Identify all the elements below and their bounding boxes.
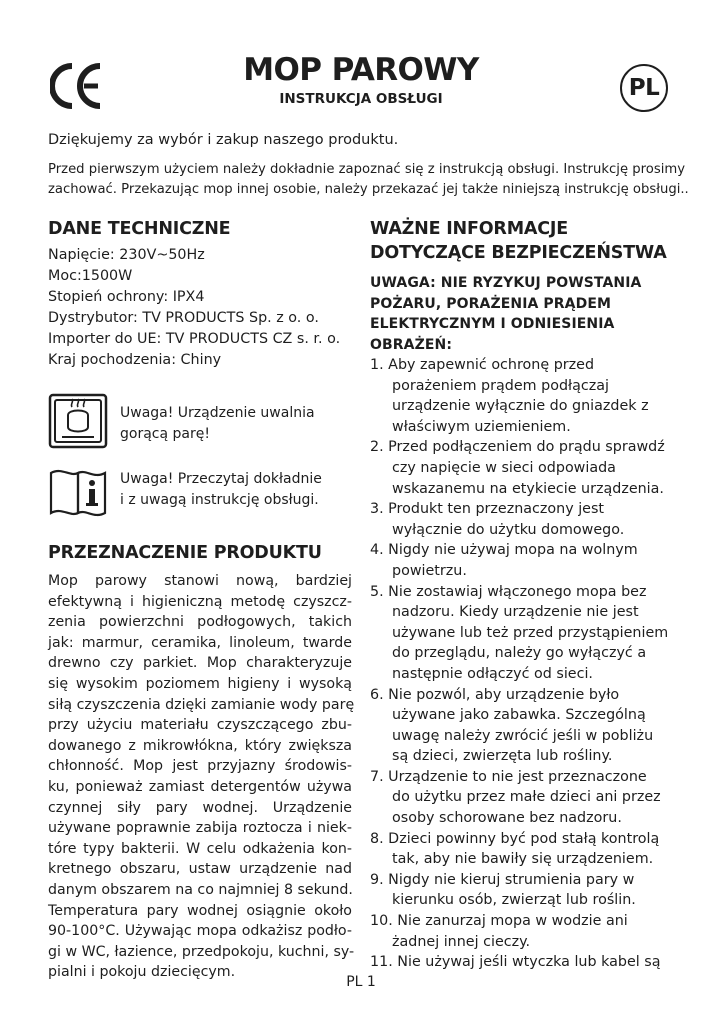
safety-rule bbox=[370, 437, 680, 499]
rule-line: 6. Nie pozwól, aby urządzenie było bbox=[370, 686, 620, 703]
warning-line: i z uwagą instrukcję obsługi. bbox=[120, 492, 319, 508]
rule-line: nadzoru. Kiedy urządzenie nie jest bbox=[392, 604, 639, 621]
language-badge: PL bbox=[620, 64, 668, 112]
caution-line: UWAGA: NIE RYZYKUJ POWSTANIA bbox=[370, 275, 642, 291]
rule-line: 5. Nie zostawiaj włączonego mopa bez bbox=[370, 583, 647, 600]
safety-rule bbox=[370, 685, 680, 767]
rule-line: 9. Nigdy nie kieruj strumienia pary w bbox=[370, 871, 635, 888]
spec-item: Kraj pochodzenia: Chiny bbox=[48, 352, 222, 368]
rule-line: do użytku przez małe dzieci ani przez bbox=[392, 789, 661, 806]
warning-text bbox=[120, 403, 315, 445]
tech-heading: DANE TECHNICZNE bbox=[48, 219, 231, 239]
rule-line: żadnej innej cieczy. bbox=[392, 933, 531, 950]
tech-spec-list bbox=[48, 245, 352, 371]
thanks-text: Dziękujemy za wybór i zakup naszego produktu. bbox=[48, 132, 399, 148]
intro-paragraph bbox=[48, 160, 688, 200]
purpose-line: kretnego obszaru, ustaw urządzenie nad bbox=[48, 861, 352, 878]
rule-line: powietrzu. bbox=[392, 562, 467, 579]
warning-text bbox=[120, 469, 322, 511]
warning-line: gorącą parę! bbox=[120, 426, 210, 442]
purpose-line: siłą czyszczenia dzięki zamianie wody parę bbox=[48, 696, 355, 713]
safety-heading bbox=[370, 217, 680, 265]
rule-line: 11. Nie używaj jeśli wtyczka lub kabel są bbox=[370, 954, 661, 971]
safety-rule bbox=[370, 355, 680, 437]
read-manual-icon bbox=[48, 463, 108, 519]
safety-rule bbox=[370, 870, 680, 911]
purpose-line: dowanego z mikrowłókna, który zwiększa bbox=[48, 737, 352, 754]
purpose-line: pialni i pokoju dziecięcym. bbox=[48, 964, 236, 981]
hot-steam-icon bbox=[48, 393, 108, 449]
rule-line: właściwym uziemieniem. bbox=[392, 418, 571, 435]
rule-line: następnie odłączyć od sieci. bbox=[392, 665, 593, 682]
rule-line: uwagę należy zwrócić jeśli w pobliżu bbox=[392, 727, 654, 744]
caution-text bbox=[370, 273, 680, 355]
safety-heading-line: DOTYCZĄCE BEZPIECZEŃSTWA bbox=[370, 243, 667, 263]
spec-item: Napięcie: 230V~50Hz bbox=[48, 247, 205, 263]
spec-item: Dystrybutor: TV PRODUCTS Sp. z o. o. bbox=[48, 310, 319, 326]
purpose-line: jak: marmur, ceramika, linoleum, twarde bbox=[48, 634, 352, 651]
purpose-line: używane poprawnie zabija roztocza i niek- bbox=[48, 820, 352, 837]
rule-line: osoby schorowane bez nadzoru. bbox=[392, 810, 622, 827]
safety-heading-line: WAŻNE INFORMACJE bbox=[370, 219, 568, 239]
safety-rule bbox=[370, 499, 680, 540]
purpose-heading: PRZEZNACZENIE PRODUKTU bbox=[48, 543, 322, 563]
page-number: PL 1 bbox=[346, 974, 376, 990]
rule-line: wyłącznie do użytku domowego. bbox=[392, 521, 625, 538]
rule-line: 3. Produkt ten przeznaczony jest bbox=[370, 501, 605, 518]
safety-rule bbox=[370, 767, 680, 829]
caution-line: POŻARU, PORAŻENIA PRĄDEM bbox=[370, 295, 612, 312]
purpose-line: się wysokim poziomem higieny i wysoką bbox=[48, 675, 352, 692]
intro-line: Przed pierwszym użyciem należy dokładnie zapoznać się z instrukcją obsługi. Instrukcję prosimy bbox=[48, 162, 686, 177]
rule-line: 2. Przed podłączeniem do prądu sprawdź bbox=[370, 439, 665, 456]
purpose-line: 90-100°C. Używając mopa odkażisz podło- bbox=[48, 923, 352, 940]
rule-line: 1. Aby zapewnić ochronę przed bbox=[370, 357, 595, 373]
purpose-line: Temperatura pary wodnej osiągnie około bbox=[48, 902, 352, 919]
rule-line: są dzieci, zwierzęta lub rośliny. bbox=[392, 748, 613, 765]
rule-line: używane lub też przed przystąpieniem bbox=[392, 624, 669, 641]
purpose-line: czynnej siły pary wodnej. Urządzenie bbox=[48, 799, 352, 816]
right-column bbox=[370, 217, 680, 973]
rule-line: tak, aby nie bawiły się urządzeniem. bbox=[392, 851, 654, 868]
rule-line: 4. Nigdy nie używaj mopa na wolnym bbox=[370, 542, 638, 559]
rule-line: czy napięcie w sieci odpowiada bbox=[392, 459, 616, 476]
purpose-line: przy użyciu materiału czyszczącego zbu- bbox=[48, 717, 352, 734]
purpose-line: gi w WC, łazience, przedpokoju, kuchni, sy- bbox=[48, 943, 355, 960]
purpose-paragraph bbox=[48, 571, 355, 983]
purpose-line: Mop parowy stanowi nową, bardziej bbox=[48, 573, 352, 589]
page-subtitle: INSTRUKCJA OBSŁUGI bbox=[279, 91, 443, 107]
warning-read-manual bbox=[48, 463, 352, 523]
safety-rule bbox=[370, 540, 680, 581]
safety-rule bbox=[370, 829, 680, 870]
purpose-line: efektywną i higieniczną metodę czyszcz- bbox=[48, 593, 352, 610]
purpose-section bbox=[48, 541, 355, 983]
safety-rule bbox=[370, 952, 680, 973]
page-title: MOP PAROWY bbox=[243, 52, 479, 88]
rule-line: 8. Dzieci powinny być pod stałą kontrolą bbox=[370, 830, 660, 847]
purpose-line: chłonność. Mop jest przyjazny środowis- bbox=[48, 758, 352, 775]
safety-rules-list bbox=[370, 355, 680, 973]
warning-line: Uwaga! Przeczytaj dokładnie bbox=[120, 471, 322, 487]
rule-line: do przeglądu, należy go wyłączyć a bbox=[392, 645, 647, 662]
purpose-line: tóre typy bakterii. W celu odkażenia kon- bbox=[48, 840, 352, 857]
purpose-line: danym obszarem na co najmniej 8 sekund. bbox=[48, 881, 353, 898]
purpose-line: drewno czy parkiet. Mop charakteryzuje bbox=[48, 655, 352, 672]
intro-line: zachować. Przekazując mop innej osobie, należy przekazać jej także niniejszą instrukcję obsługi.. bbox=[48, 182, 689, 197]
warning-hot-steam bbox=[48, 393, 352, 453]
caution-line: ELEKTRYCZNYM I ODNIESIENIA bbox=[370, 316, 615, 332]
spec-item: Stopień ochrony: IPX4 bbox=[48, 289, 205, 305]
rule-line: porażeniem prądem podłączaj bbox=[392, 377, 609, 394]
rule-line: wskazanemu na etykiecie urządzenia. bbox=[392, 480, 664, 497]
rule-line: urządzenie wyłącznie do gniazdek z bbox=[392, 398, 649, 415]
purpose-line: zenia powierzchni podłogowych, takich bbox=[48, 614, 352, 631]
safety-rule bbox=[370, 582, 680, 685]
left-column bbox=[48, 217, 355, 983]
warning-line: Uwaga! Urządzenie uwalnia bbox=[120, 405, 315, 421]
spec-item: Importer do UE: TV PRODUCTS CZ s. r. o. bbox=[48, 331, 341, 347]
rule-line: 7. Urządzenie to nie jest przeznaczone bbox=[370, 768, 647, 785]
purpose-line: ku, ponieważ zamiast detergentów używa bbox=[48, 778, 352, 795]
rule-line: używane jako zabawka. Szczególną bbox=[392, 707, 646, 724]
rule-line: kierunku osób, zwierząt lub roślin. bbox=[392, 892, 636, 909]
safety-rule bbox=[370, 911, 680, 952]
spec-item: Moc:1500W bbox=[48, 268, 133, 284]
rule-line: 10. Nie zanurzaj mopa w wodzie ani bbox=[370, 913, 628, 930]
caution-line: OBRAŻEŃ: bbox=[370, 336, 453, 353]
